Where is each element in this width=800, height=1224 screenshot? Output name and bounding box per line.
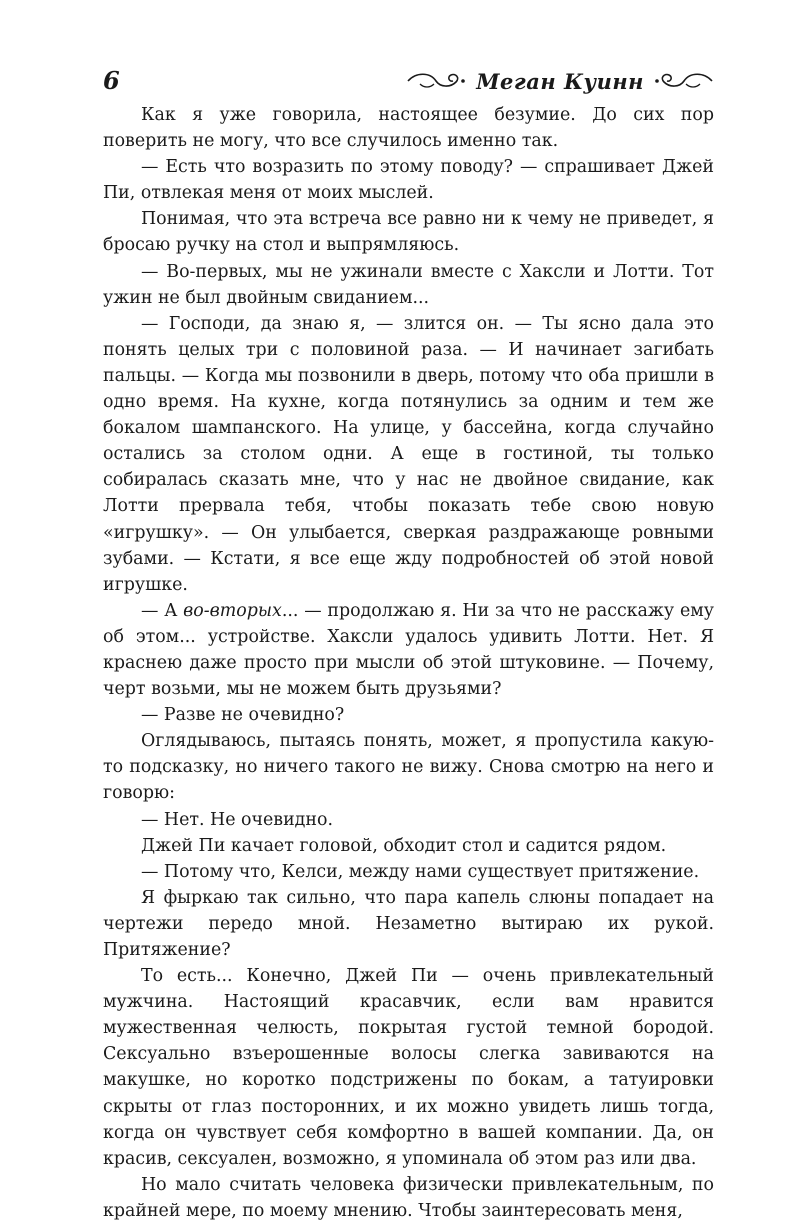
emphasis-text: во-вторых (183, 600, 282, 621)
body-text (103, 102, 714, 1224)
page-number: 6 (103, 66, 120, 95)
paragraph: — Есть что возразить по этому поводу? — спрашивает Джей Пи, отвлекая меня от моих мыслей. (103, 157, 714, 204)
book-author: Меган Куинн (476, 68, 644, 94)
running-header (103, 62, 714, 100)
paragraph (103, 598, 714, 702)
paragraph: — Во-первых, мы не ужинали вместе с Хаксли и Лотти. Тот ужин не был двойным свиданием... (103, 261, 714, 308)
paragraph: Но мало считать человека физически привлекательным, по крайней мере, по моему мнению. Чтобы заинтересовать меня, (103, 1174, 714, 1221)
paragraph: То есть... Конечно, Джей Пи — очень привлекательный мужчина. Настоящий красавчик, если вам нравится мужественная челюсть, покрытая густой темной бородой. Сексуально взъерошенные волосы слегка завиваются на макушке, но коротко подстрижены по бокам, а татуировки скрыты от глаз посторонних, и их можно увидеть лишь тогда, когда он чувствует себя комфортно в вашей компании. Да, он красив, сексуален, возможно, я упоминала об этом раз или два. (103, 966, 714, 1169)
paragraph: Оглядываюсь, пытаясь понять, может, я пропустила какую-то подсказку, но ничего такого не вижу. Снова смотрю на него и говорю: (103, 731, 714, 804)
paragraph: Понимая, что эта встреча все равно ни к чему не приведет, я бросаю ручку на стол и выпрямляюсь. (103, 209, 714, 256)
paragraph: Как я уже говорила, настоящее безумие. До сих пор поверить не могу, что все случилось именно так. (103, 105, 714, 152)
running-head-author (406, 69, 714, 94)
flourish-left-icon (406, 70, 468, 92)
paragraph: Я фыркаю так сильно, что пара капель слюны попадает на чертежи передо мной. Незаметно вытираю их рукой. Притяжение? (103, 887, 714, 960)
flourish-right-icon (652, 70, 714, 92)
paragraph-text: — А (141, 600, 184, 621)
paragraph: — Нет. Не очевидно. (141, 809, 333, 830)
paragraph: Джей Пи качает головой, обходит стол и садится рядом. (141, 835, 667, 856)
paragraph: — Разве не очевидно? (141, 705, 345, 726)
paragraph: — Потому что, Келси, между нами существует притяжение. (141, 861, 700, 882)
paragraph-text: ... — продолжаю я. Ни за что не расскажу ему об этом... устройстве. Хаксли удалось удивить Лотти. Нет. Я краснею даже просто при мысли об этой штуковине. — Почему, черт возьми, мы не можем быть друзьями? (103, 600, 715, 700)
paragraph: — Господи, да знаю я, — злится он. — Ты ясно дала это понять целых три с половиной раза. — И начинает загибать пальцы. — Когда мы позвонили в дверь, потому что оба пришли в одно время. На кухне, когда потянулись за одним и тем же бокалом шампанского. На улице, у бассейна, когда случайно остались за столом одни. А еще в гостиной, ты только собиралась сказать мне, что у нас не двойное свидание, как Лотти прервала тебя, чтобы показать тебе свою новую «игрушку». — Он улыбается, сверкая раздражающе ровными зубами. — Кстати, я все еще жду подробностей об этой новой игрушке. (103, 313, 714, 595)
book-page (103, 62, 714, 1224)
